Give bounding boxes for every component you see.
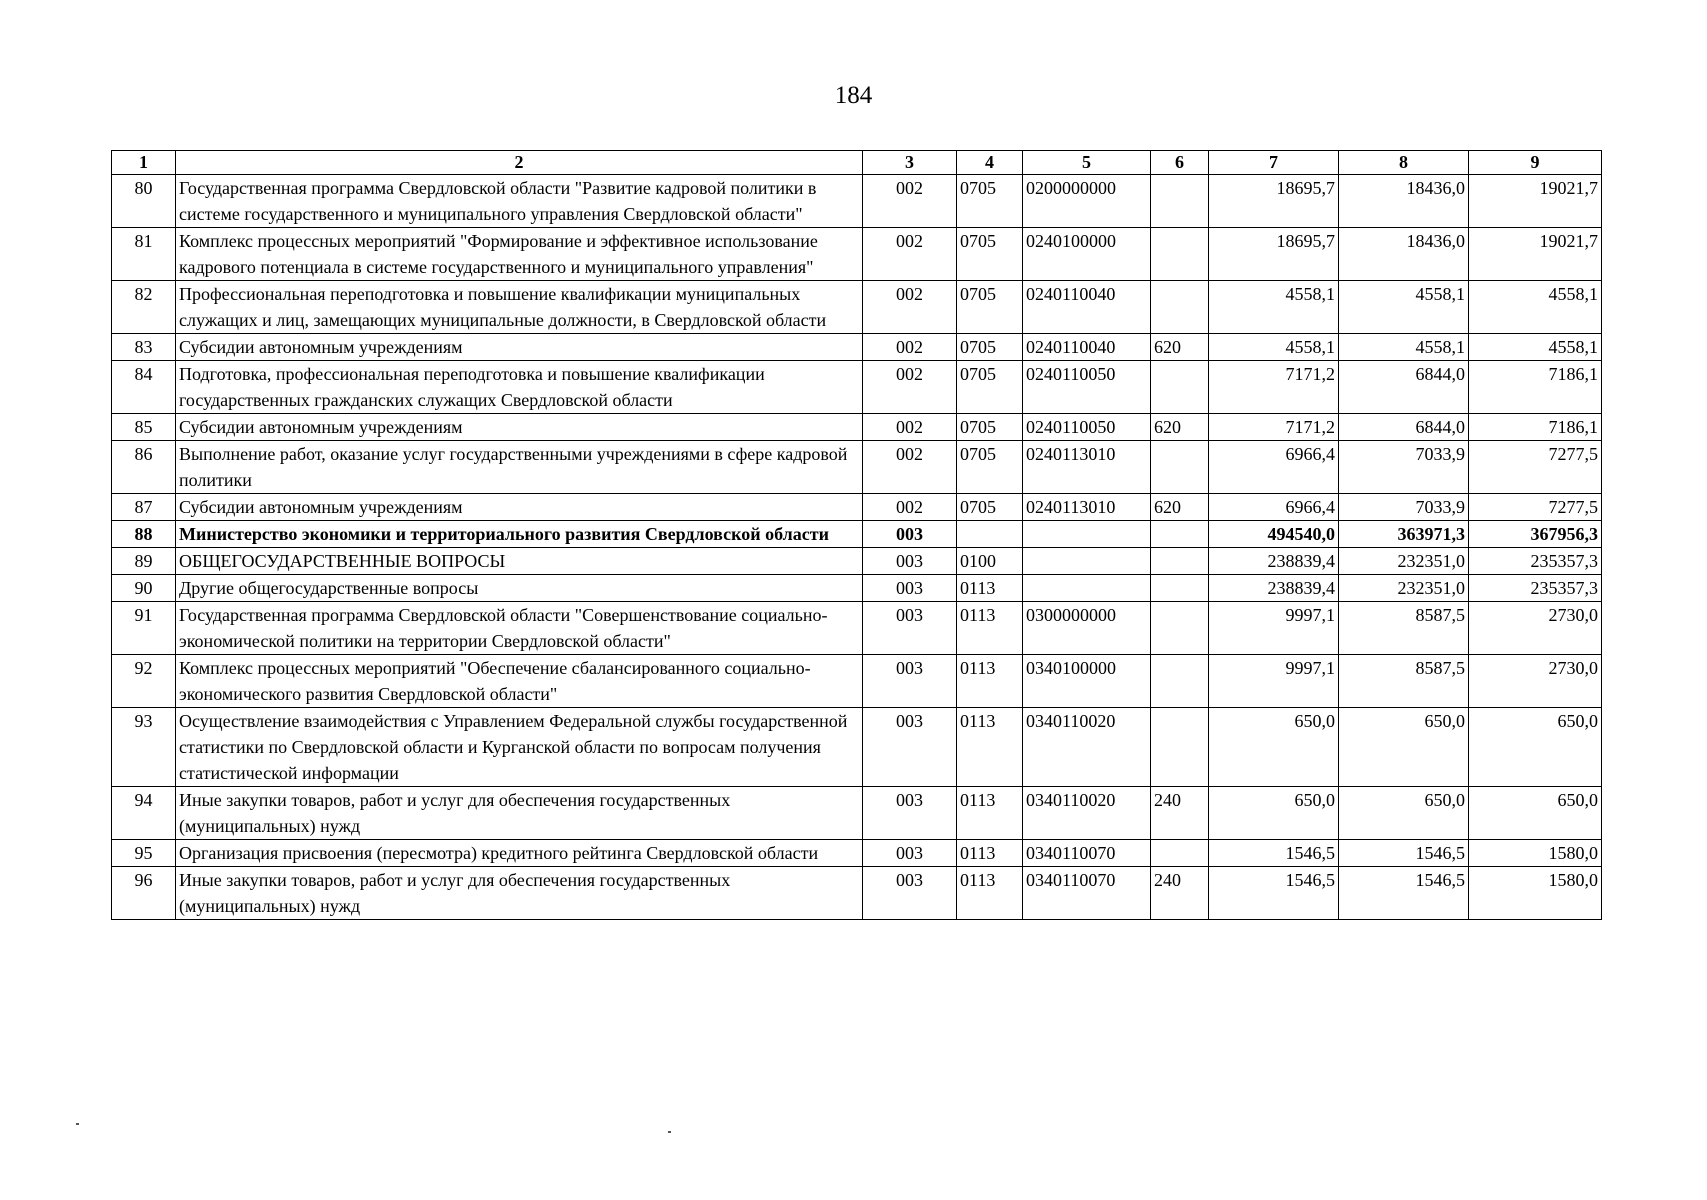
section-code-cell: 0113: [957, 708, 1023, 787]
target-code-cell: 0240110040: [1023, 334, 1151, 361]
row-number-cell: 89: [112, 548, 176, 575]
ministry-code-cell: 003: [863, 602, 957, 655]
table-row: [112, 414, 1602, 441]
ministry-code-cell: 002: [863, 334, 957, 361]
item-name-cell: Государственная программа Свердловской области "Совершенствование социально-экономической политики на территории Свердловской области": [176, 602, 863, 655]
expense-type-cell: [1151, 361, 1209, 414]
header-cell: 1: [112, 151, 176, 175]
expense-type-cell: [1151, 548, 1209, 575]
row-number-cell: 92: [112, 655, 176, 708]
item-name-cell: Выполнение работ, оказание услуг государственными учреждениями в сфере кадровой политики: [176, 441, 863, 494]
amount-year2-cell: 232351,0: [1339, 548, 1469, 575]
amount-year3-cell: 7277,5: [1469, 494, 1602, 521]
section-code-cell: 0705: [957, 228, 1023, 281]
expense-type-cell: [1151, 175, 1209, 228]
amount-year3-cell: 235357,3: [1469, 575, 1602, 602]
table-row: [112, 787, 1602, 840]
expense-type-cell: 240: [1151, 867, 1209, 920]
ministry-code-cell: 003: [863, 708, 957, 787]
section-code-cell: 0100: [957, 548, 1023, 575]
amount-year1-cell: 4558,1: [1209, 281, 1339, 334]
target-code-cell: 0340110020: [1023, 708, 1151, 787]
amount-year3-cell: 2730,0: [1469, 602, 1602, 655]
item-name-cell: Организация присвоения (пересмотра) кредитного рейтинга Свердловской области: [176, 840, 863, 867]
amount-year2-cell: 8587,5: [1339, 602, 1469, 655]
ministry-code-cell: 002: [863, 361, 957, 414]
section-code-cell: 0113: [957, 575, 1023, 602]
table-body: [112, 175, 1602, 920]
amount-year2-cell: 8587,5: [1339, 655, 1469, 708]
table-row: [112, 708, 1602, 787]
row-number-cell: 91: [112, 602, 176, 655]
amount-year3-cell: 650,0: [1469, 787, 1602, 840]
target-code-cell: [1023, 575, 1151, 602]
budget-table: [111, 150, 1602, 920]
expense-type-cell: 240: [1151, 787, 1209, 840]
target-code-cell: 0240110050: [1023, 414, 1151, 441]
item-name-cell: Иные закупки товаров, работ и услуг для обеспечения государственных (муниципальных) нужд: [176, 787, 863, 840]
section-code-cell: 0705: [957, 441, 1023, 494]
amount-year1-cell: 494540,0: [1209, 521, 1339, 548]
item-name-cell: Осуществление взаимодействия с Управлением Федеральной службы государственной статистики по Свердловской области и Курганской области по вопросам получения статистической информации: [176, 708, 863, 787]
amount-year2-cell: 6844,0: [1339, 361, 1469, 414]
row-number-cell: 85: [112, 414, 176, 441]
row-number-cell: 93: [112, 708, 176, 787]
item-name-cell: Иные закупки товаров, работ и услуг для обеспечения государственных (муниципальных) нужд: [176, 867, 863, 920]
amount-year3-cell: 7277,5: [1469, 441, 1602, 494]
amount-year1-cell: 7171,2: [1209, 361, 1339, 414]
section-code-cell: 0113: [957, 867, 1023, 920]
expense-type-cell: [1151, 441, 1209, 494]
expense-type-cell: [1151, 281, 1209, 334]
amount-year2-cell: 1546,5: [1339, 840, 1469, 867]
amount-year3-cell: 4558,1: [1469, 334, 1602, 361]
row-number-cell: 94: [112, 787, 176, 840]
amount-year1-cell: 238839,4: [1209, 575, 1339, 602]
row-number-cell: 88: [112, 521, 176, 548]
target-code-cell: 0200000000: [1023, 175, 1151, 228]
ministry-code-cell: 002: [863, 281, 957, 334]
scan-speck: [668, 1131, 671, 1133]
amount-year2-cell: 4558,1: [1339, 334, 1469, 361]
expense-type-cell: 620: [1151, 334, 1209, 361]
table-row: [112, 840, 1602, 867]
section-code-cell: 0113: [957, 602, 1023, 655]
target-code-cell: 0240113010: [1023, 441, 1151, 494]
header-row: [112, 151, 1602, 175]
ministry-code-cell: 003: [863, 655, 957, 708]
item-name-cell: Комплекс процессных мероприятий "Обеспечение сбалансированного социально-экономического развития Свердловской области": [176, 655, 863, 708]
header-cell: 2: [176, 151, 863, 175]
item-name-cell: Министерство экономики и территориального развития Свердловской области: [176, 521, 863, 548]
amount-year1-cell: 18695,7: [1209, 228, 1339, 281]
ministry-code-cell: 002: [863, 494, 957, 521]
item-name-cell: Государственная программа Свердловской области "Развитие кадровой политики в системе государственного и муниципального управления Свердловской области": [176, 175, 863, 228]
amount-year3-cell: 7186,1: [1469, 361, 1602, 414]
row-number-cell: 87: [112, 494, 176, 521]
item-name-cell: Комплекс процессных мероприятий "Формирование и эффективное использование кадрового потенциала в системе государственного и муниципального управления": [176, 228, 863, 281]
header-cell: 5: [1023, 151, 1151, 175]
expense-type-cell: [1151, 228, 1209, 281]
section-code-cell: 0113: [957, 840, 1023, 867]
target-code-cell: [1023, 521, 1151, 548]
amount-year3-cell: 1580,0: [1469, 840, 1602, 867]
ministry-code-cell: 003: [863, 787, 957, 840]
table-row: [112, 655, 1602, 708]
amount-year2-cell: 7033,9: [1339, 441, 1469, 494]
target-code-cell: 0340110020: [1023, 787, 1151, 840]
table-row: [112, 361, 1602, 414]
table-row: [112, 867, 1602, 920]
section-code-cell: 0705: [957, 334, 1023, 361]
expense-type-cell: [1151, 575, 1209, 602]
table-row: [112, 228, 1602, 281]
amount-year2-cell: 7033,9: [1339, 494, 1469, 521]
amount-year3-cell: 650,0: [1469, 708, 1602, 787]
section-code-cell: 0705: [957, 175, 1023, 228]
section-code-cell: [957, 521, 1023, 548]
amount-year1-cell: 238839,4: [1209, 548, 1339, 575]
item-name-cell: Другие общегосударственные вопросы: [176, 575, 863, 602]
amount-year3-cell: 1580,0: [1469, 867, 1602, 920]
amount-year1-cell: 6966,4: [1209, 441, 1339, 494]
amount-year2-cell: 650,0: [1339, 708, 1469, 787]
amount-year2-cell: 6844,0: [1339, 414, 1469, 441]
amount-year2-cell: 18436,0: [1339, 228, 1469, 281]
amount-year3-cell: 19021,7: [1469, 175, 1602, 228]
target-code-cell: 0240100000: [1023, 228, 1151, 281]
header-cell: 4: [957, 151, 1023, 175]
row-number-cell: 80: [112, 175, 176, 228]
section-code-cell: 0705: [957, 361, 1023, 414]
amount-year2-cell: 363971,3: [1339, 521, 1469, 548]
row-number-cell: 90: [112, 575, 176, 602]
target-code-cell: 0240113010: [1023, 494, 1151, 521]
row-number-cell: 81: [112, 228, 176, 281]
ministry-code-cell: 003: [863, 521, 957, 548]
amount-year2-cell: 232351,0: [1339, 575, 1469, 602]
scan-speck: [76, 1123, 79, 1125]
amount-year1-cell: 1546,5: [1209, 840, 1339, 867]
table-row: [112, 281, 1602, 334]
amount-year1-cell: 9997,1: [1209, 602, 1339, 655]
section-code-cell: 0705: [957, 414, 1023, 441]
table-row: [112, 548, 1602, 575]
ministry-code-cell: 003: [863, 575, 957, 602]
ministry-code-cell: 003: [863, 548, 957, 575]
expense-type-cell: [1151, 521, 1209, 548]
row-number-cell: 96: [112, 867, 176, 920]
row-number-cell: 95: [112, 840, 176, 867]
expense-type-cell: 620: [1151, 414, 1209, 441]
section-code-cell: 0113: [957, 655, 1023, 708]
amount-year1-cell: 9997,1: [1209, 655, 1339, 708]
amount-year1-cell: 6966,4: [1209, 494, 1339, 521]
amount-year1-cell: 7171,2: [1209, 414, 1339, 441]
ministry-code-cell: 002: [863, 414, 957, 441]
header-cell: 9: [1469, 151, 1602, 175]
ministry-code-cell: 003: [863, 867, 957, 920]
header-cell: 8: [1339, 151, 1469, 175]
item-name-cell: Субсидии автономным учреждениям: [176, 414, 863, 441]
amount-year1-cell: 18695,7: [1209, 175, 1339, 228]
table-row: [112, 602, 1602, 655]
target-code-cell: 0240110050: [1023, 361, 1151, 414]
item-name-cell: Субсидии автономным учреждениям: [176, 334, 863, 361]
amount-year3-cell: 4558,1: [1469, 281, 1602, 334]
expense-type-cell: 620: [1151, 494, 1209, 521]
target-code-cell: [1023, 548, 1151, 575]
expense-type-cell: [1151, 602, 1209, 655]
page-number: 184: [834, 82, 873, 109]
row-number-cell: 83: [112, 334, 176, 361]
ministry-code-cell: 002: [863, 228, 957, 281]
row-number-cell: 82: [112, 281, 176, 334]
table-row: [112, 175, 1602, 228]
target-code-cell: 0300000000: [1023, 602, 1151, 655]
item-name-cell: Подготовка, профессиональная переподготовка и повышение квалификации государственных гражданских служащих Свердловской области: [176, 361, 863, 414]
ministry-code-cell: 002: [863, 175, 957, 228]
expense-type-cell: [1151, 655, 1209, 708]
header-cell: 3: [863, 151, 957, 175]
amount-year2-cell: 18436,0: [1339, 175, 1469, 228]
table-row: [112, 334, 1602, 361]
amount-year3-cell: 2730,0: [1469, 655, 1602, 708]
amount-year1-cell: 650,0: [1209, 708, 1339, 787]
amount-year2-cell: 1546,5: [1339, 867, 1469, 920]
table-row: [112, 494, 1602, 521]
row-number-cell: 84: [112, 361, 176, 414]
header-cell: 6: [1151, 151, 1209, 175]
section-code-cell: 0705: [957, 494, 1023, 521]
item-name-cell: Субсидии автономным учреждениям: [176, 494, 863, 521]
amount-year3-cell: 235357,3: [1469, 548, 1602, 575]
amount-year3-cell: 367956,3: [1469, 521, 1602, 548]
ministry-code-cell: 003: [863, 840, 957, 867]
amount-year1-cell: 1546,5: [1209, 867, 1339, 920]
amount-year2-cell: 4558,1: [1339, 281, 1469, 334]
item-name-cell: ОБЩЕГОСУДАРСТВЕННЫЕ ВОПРОСЫ: [176, 548, 863, 575]
section-code-cell: 0705: [957, 281, 1023, 334]
table-row: [112, 521, 1602, 548]
expense-type-cell: [1151, 840, 1209, 867]
target-code-cell: 0340110070: [1023, 840, 1151, 867]
table-row: [112, 441, 1602, 494]
target-code-cell: 0340110070: [1023, 867, 1151, 920]
item-name-cell: Профессиональная переподготовка и повышение квалификации муниципальных служащих и лиц, замещающих муниципальные должности, в Свердловской области: [176, 281, 863, 334]
header-cell: 7: [1209, 151, 1339, 175]
amount-year3-cell: 19021,7: [1469, 228, 1602, 281]
target-code-cell: 0240110040: [1023, 281, 1151, 334]
amount-year3-cell: 7186,1: [1469, 414, 1602, 441]
amount-year2-cell: 650,0: [1339, 787, 1469, 840]
target-code-cell: 0340100000: [1023, 655, 1151, 708]
amount-year1-cell: 650,0: [1209, 787, 1339, 840]
expense-type-cell: [1151, 708, 1209, 787]
table-row: [112, 575, 1602, 602]
section-code-cell: 0113: [957, 787, 1023, 840]
ministry-code-cell: 002: [863, 441, 957, 494]
row-number-cell: 86: [112, 441, 176, 494]
amount-year1-cell: 4558,1: [1209, 334, 1339, 361]
